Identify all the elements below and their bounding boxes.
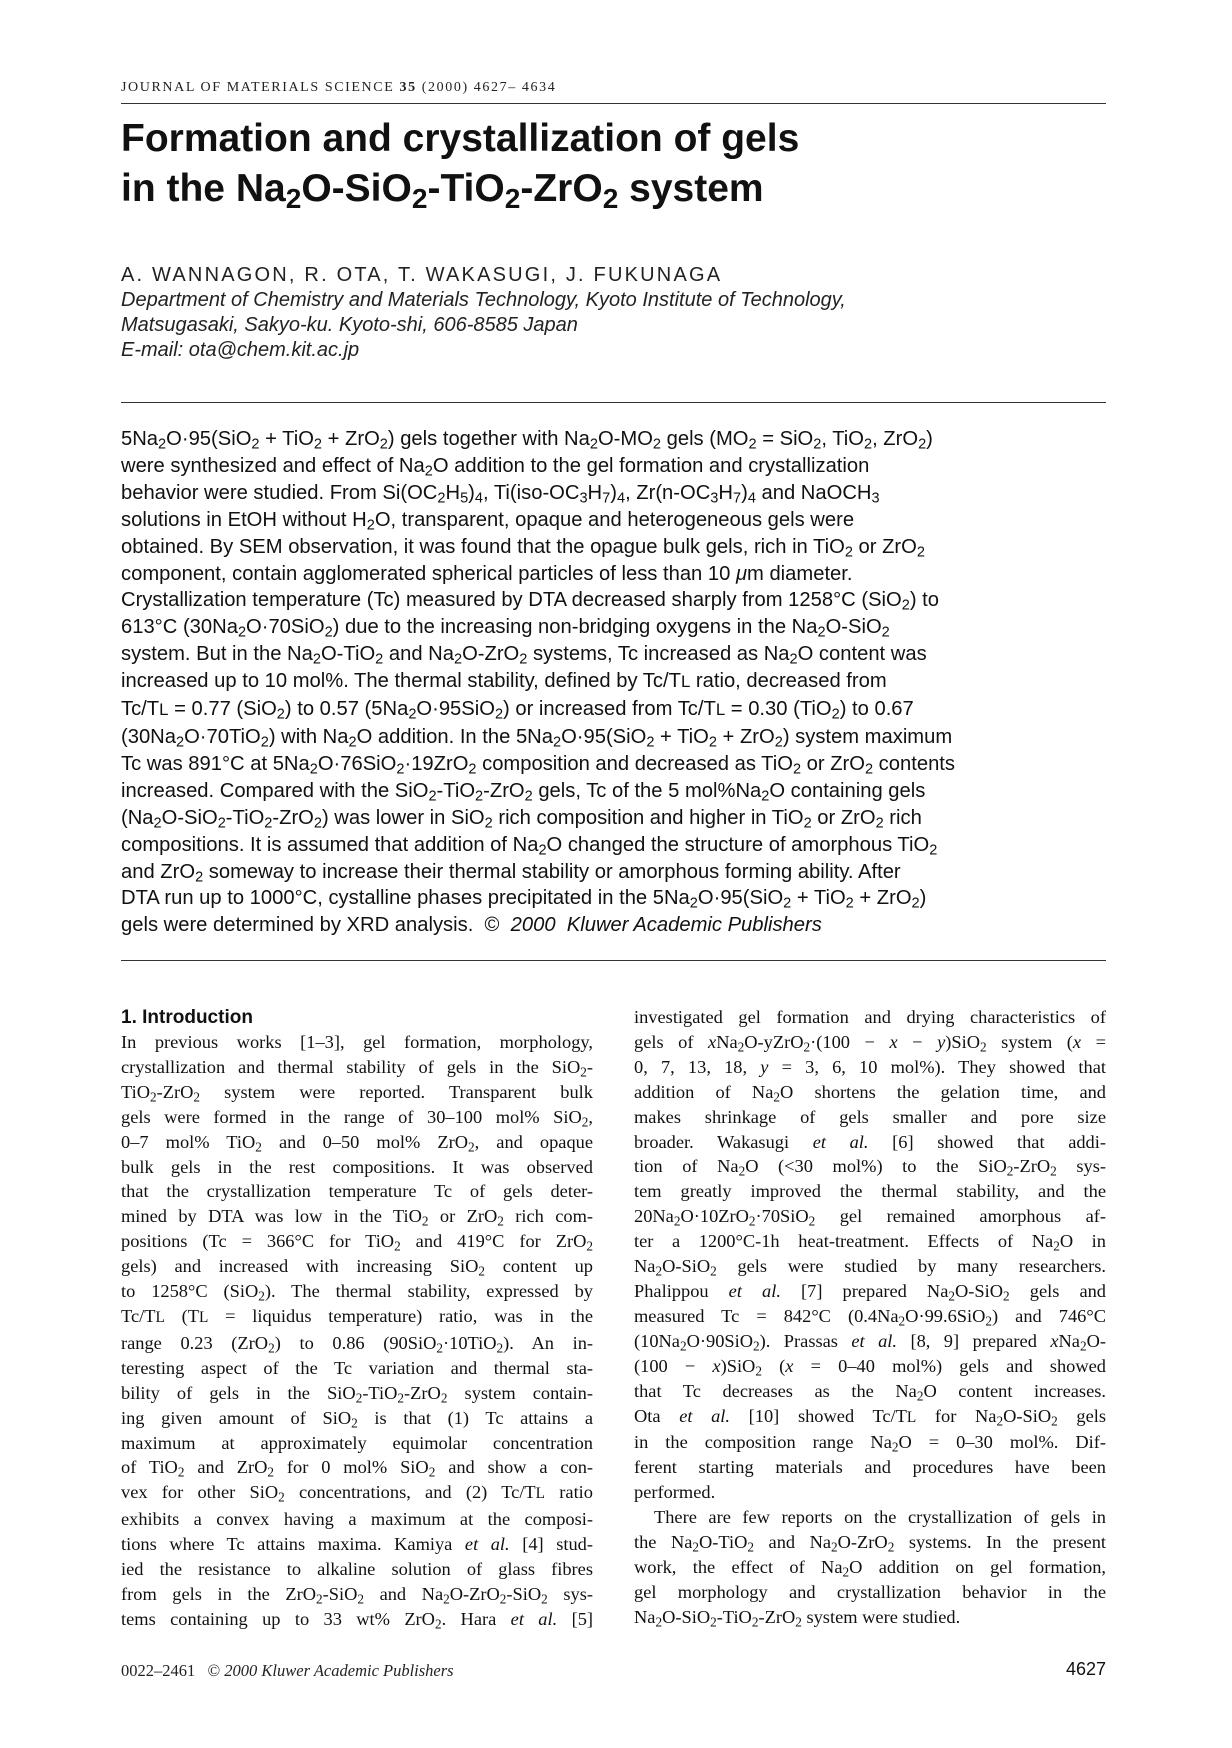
abstract-top-rule (121, 402, 1106, 403)
affiliation-line-2: Matsugasaki, Sakyo-ku. Kyoto-shi, 606-8585 Japan (121, 314, 578, 336)
title-line-1: Formation and crystallization of gels (121, 117, 800, 160)
authors: A. WANNAGON, R. OTA, T. WAKASUGI, J. FUKUNAGA (121, 264, 723, 286)
abstract: $5Na_2O\cdot 95(SiO_2 + TiO_2 + ZrO_2)$ gels together with $Na_2O-MO_2$ gels ($MO_2 = SiO_2$, TiO$_2$, ZrO$_2$) were synthesized and effect of $Na_2O$ addition to the gel formation and crystallization behavior were studied. From $Si(OC_2H_5)_4$, $Ti(iso-OC_3H_7)_4$, $Zr(n-OC_3H_7)_4$ and NaOCH$_3$ solutions in EtOH without $H_2O$, transparent, opaque and heterogeneous gels were obtained. By SEM observation, it was found that the opague bulk gels, rich in TiO$_2$ or ZrO$_2$ component, contain agglomerated spherical particles of less than 10 μm diameter. Crystallization temperature (Tc) measured by DTA decreased sharply from 1258°C (SiO$_2$) to 613°C $(30Na_2O\cdot 70SiO_2)$ due to the increasing non-bridging oxygens in the $Na_2O-SiO_2$ system. But in the $Na_2O-TiO_2$ and $Na_2O-ZrO_2$ systems, Tc increased as $Na_2O$ content was increased up to 10 mol%. The thermal stability, defined by Tc/TL ratio, decreased from Tc/TL = 0.77 (SiO$_2$) to 0.57 $(5Na_2O\cdot 95SiO_2)$ or increased from Tc/TL = 0.30 (TiO$_2$) to 0.67 $(30Na_2O\cdot 70TiO_2)$ with $Na_2O$ addition. In the $5Na_2O\cdot 95(SiO_2 + TiO_2 + ZrO_2)$ system maximum Tc was 891°C at $5Na_2O\cdot 76SiO_2\cdot 19ZrO_2$ composition and decreased as TiO$_2$ or ZrO$_2$ contents increased. Compared with the SiO$_2$-TiO$_2$-ZrO$_2$ gels, Tc of the 5 $mol\%Na_2O$ containing gels $(Na_2O-SiO_2-TiO_2-ZrO_2)$ was lower in SiO$_2$ rich composition and higher in TiO$_2$ or ZrO$_2$ rich compositions. It is assumed that addition of $Na_2O$ changed the structure of amorphous TiO$_2$ and ZrO$_2$ someway to increase their thermal stability or amorphous forming ability. After DTA run up to 1000°C, cystalline phases precipitated in the $5Na_2O\cdot 95(SiO_2 + TiO_2 + ZrO_2)$ gels were determined by XRD analysis. © 2000 Kluwer Academic Publishers (121, 428, 956, 937)
body-column-right: investigated gel formation and drying characteristics of gels of xNa$_2$O-yZrO$_2$·(100 − x − y)SiO$_2$ system (x = 0, 7, 13, 18, y = 3, 6, 10 mol%). They showed that addition of $Na_2O$ shortens the gelation time, and makes shrinkage of gels smaller and pore size broader. Wakasugi et al. [6] showed that addi- tion of $Na_2O$ (<30 mol%) to the SiO$_2$-ZrO$_2$ sys- tem greatly improved the thermal stability, and the $20Na_2O\cdot 10ZrO_2\cdot 70SiO_2$ gel remained amorphous af- ter a 1200°C-1h heat-treatment. Effects of $Na_2O$ in $Na_2O-SiO_2$ gels were studied by many researchers. Phalippou et al. [7] prepared $Na_2O-SiO_2$ gels and measured Tc = 842°C $(0.4Na_2O\cdot 99.6SiO_2)$ and 746°C $(10Na_2O\cdot 90SiO_2)$. Prassas et al. [8, 9] prepared xNa$_2$O- (100 − x)SiO$_2$ (x = 0–40 mol%) gels and showed that Tc decreases as the $Na_2O$ content increases. Ota et al. [10] showed Tc/TL for $Na_2O-SiO_2$ gels in the composition range $Na_2O = 0-30$ mol%. Dif- ferent starting materials and procedures have been performed. There are few reports on the crystallization of gels in the $Na_2O-TiO_2$ and $Na_2O-ZrO_2$ systems. In the present work, the effect of $Na_2O$ addition on gel formation, gel morphology and crystallization behavior in the $Na_2O-SiO_2-TiO_2-ZrO_2$ system were studied. (634, 1007, 1107, 1630)
issn: 0022–2461 (121, 1661, 196, 1680)
abstract-bottom-rule (121, 960, 1106, 961)
affiliation-line-1: Department of Chemistry and Materials Technology, Kyoto Institute of Technology, (121, 289, 846, 311)
author-email[interactable]: E-mail: ota@chem.kit.ac.jp (121, 339, 360, 361)
journal-name: JOURNAL OF MATERIALS SCIENCE (121, 80, 395, 95)
title-line-2: in the $Na_2O-SiO_2-TiO_2-ZrO_2$ system (121, 167, 764, 215)
affiliation (121, 288, 1106, 363)
body-column-left: 1. Introduction In previous works [1–3], gel formation, morphology, crystallization and thermal stability of gels in the SiO$_2$- TiO$_2$-ZrO$_2$ system were reported. Transparent bulk gels were formed in the range of 30–100 mol% SiO$_2$, 0–7 mol% TiO$_2$ and 0–50 mol% ZrO$_2$, and opaque bulk gels in the rest compositions. It was observed that the crystallization temperature Tc of gels deter- mined by DTA was low in the TiO$_2$ or ZrO$_2$ rich com- positions (Tc = 366°C for TiO$_2$ and 419°C for ZrO$_2$ gels) and increased with increasing SiO$_2$ content up to 1258°C (SiO$_2$). The thermal stability, expressed by Tc/TL (TL = liquidus temperature) ratio, was in the range 0.23 (ZrO$_2$) to 0.86 (90SiO$_2$·10TiO$_2$). An in- teresting aspect of the Tc variation and thermal sta- bility of gels in the SiO$_2$-TiO$_2$-ZrO$_2$ system contain- ing given amount of SiO$_2$ is that (1) Tc attains a maximum at approximately equimolar concentration of TiO$_2$ and ZrO$_2$ for 0 mol% SiO$_2$ and show a con- vex for other SiO$_2$ concentrations, and (2) Tc/TL ratio exhibits a convex having a maximum at the composi- tions where Tc attains maxima. Kamiya et al. [4] stud- ied the resistance to alkaline solution of glass fibres from gels in the ZrO$_2$-SiO$_2$ and $Na_2O-ZrO_2-SiO_2$ sys- tems containing up to 33 wt% ZrO$_2$. Hara et al. [5] (121, 1007, 594, 1632)
journal-year-pages: (2000) 4627– 4634 (421, 80, 557, 95)
header-rule (121, 103, 1106, 104)
copyright-icon: © (484, 914, 500, 937)
footer-copyright (121, 1661, 454, 1681)
section-heading: 1. Introduction (121, 1007, 253, 1028)
running-head (121, 80, 556, 96)
copyright-icon: © (207, 1661, 221, 1680)
article-title (121, 114, 1106, 214)
page-number: 4627 (1065, 1659, 1106, 1679)
journal-volume: 35 (399, 80, 417, 95)
footer-publisher: 2000 Kluwer Academic Publishers (224, 1661, 454, 1680)
